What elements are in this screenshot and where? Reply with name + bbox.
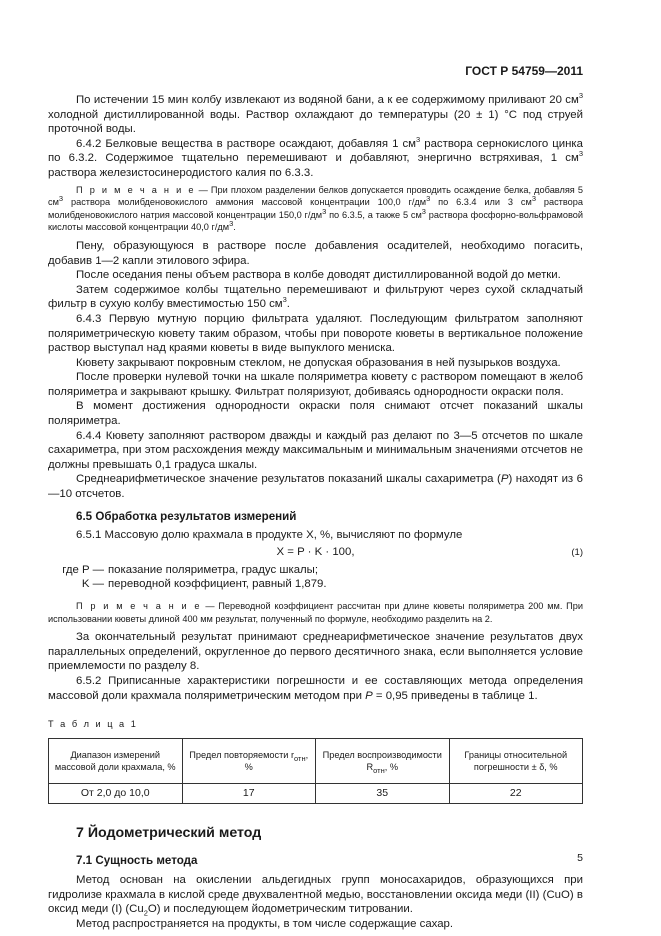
paragraph: Затем содержимое колбы тщательно перемешивают и фильтруют через сухой складчатый фильтр в сухую колбу вместимостью 150 $см^3$. bbox=[48, 283, 583, 311]
table-cell: 22 bbox=[449, 783, 583, 803]
definitions bbox=[48, 563, 583, 592]
formula-number: (1) bbox=[571, 546, 583, 558]
paragraph: Пену, образующуюся в растворе после добавления осадителей, необходимо погасить, добавив 1—2 капли этилового эфира. bbox=[48, 239, 583, 267]
paragraph: Кювету закрывают покровным стеклом, не допуская образования в ней пузырьков воздуха. bbox=[76, 356, 561, 369]
definition-text: переводной коэффициент, равный 1,879. bbox=[108, 578, 327, 591]
document-page bbox=[48, 0, 583, 936]
note: П р и м е ч а н и е — При плохом разделении белков допускается проводить осаждение белка, добавляя 5 $см^3$ раствора молибденовокислого аммония массовой концентрации 100,0 $г/дм^3$ по 6.3.4 или 3 $см^3$ раствора молибденовокислого натрия массовой концентрации 150,0 $г/дм^3$ по 6.3.5, а также 5 $см^3$ раствора фосфорно-вольфрамовой кислоты массовой концентрации 40,0 $г/дм^3$. bbox=[48, 184, 584, 233]
paragraph: Метод основан на окислении альдегидных групп моносахаридов, образующихся при гидролизе крахмала в кислой среде двухвалентной медью, восстановлении оксида меди (II) (CuO) в оксид меди (I) $(Cu_2O)$ и последующем йодометрическим титровании. bbox=[48, 873, 583, 918]
note: П р и м е ч а н и е — Переводной коэффициент рассчитан при длине кюветы поляриметра 200 мм. При использовании кюветы длиной 400 мм результат, полученный по формуле, необходимо разделить на 2. bbox=[48, 601, 584, 624]
document-body bbox=[48, 93, 583, 931]
paragraph: После проверки нулевой точки на шкале поляриметра кювету с раствором помещают в желоб поляриметра и закрывают крышку. Фильтрат поляризуют, добиваясь однородности окраски поля. bbox=[48, 371, 583, 398]
paragraph: Среднеарифметическое значение результатов показаний шкалы сахариметра (P) находят из 6—10 отсчетов. bbox=[48, 473, 583, 501]
document-header: ГОСТ Р 54759—2011 bbox=[465, 64, 583, 78]
definition-symbol: где P — bbox=[62, 563, 104, 576]
table-cell: 35 bbox=[316, 783, 450, 803]
table-caption: Т а б л и ц а 1 bbox=[48, 719, 138, 730]
table-header-cell: Диапазон измерений массовой доли крахмала, % bbox=[49, 738, 183, 783]
section-heading: 7.1 Сущность метода bbox=[76, 854, 198, 868]
formula bbox=[48, 545, 583, 561]
paragraph: Метод распространяется на продукты, в том числе содержащие сахар. bbox=[76, 917, 454, 930]
paragraph: За окончательный результат принимают среднеарифметическое значение результатов двух параллельных определений, округленное до первого десятичного знака, если выполняется условие приемлемости по разделу 8. bbox=[48, 631, 583, 673]
paragraph: 6.5.2 Приписанные характеристики погрешности и ее составляющих метода определения массовой доли крахмала поляриметрическим методом при P = 0,95 приведены в таблице 1. bbox=[48, 674, 583, 702]
section-heading: 6.5 Обработка результатов измерений bbox=[76, 509, 297, 523]
definition-symbol: K — bbox=[81, 578, 104, 591]
paragraph: По истечении 15 мин колбу извлекают из водяной бани, а к ее содержимому приливают 20 $см^3$ холодной дистиллированной воды. Раствор охлаждают до температуры (20 ± 1) °С под струей проточной воды. bbox=[48, 91, 583, 136]
table-row bbox=[49, 783, 583, 803]
chapter-heading: 7 Йодометрический метод bbox=[76, 824, 262, 841]
formula-expression: X = P · K · 100, bbox=[276, 545, 355, 558]
paragraph: 6.4.3 Первую мутную порцию фильтрата удаляют. Последующим фильтратом заполняют поляриметрическую кювету таким образом, чтобы при повороте кюветы в вертикальное положение раствор выступал над краями кюветы в виде выпуклого мениска. bbox=[48, 312, 583, 355]
table-cell: От 2,0 до 10,0 bbox=[49, 783, 183, 803]
data-table bbox=[48, 738, 583, 804]
paragraph: 6.4.4 Кювету заполняют раствором дважды и каждый раз делают по 3—5 отсчетов по шкале сахариметра, при этом расхождения между максимальным и минимальным значениями отсчетов не должны превышать 0,1 градуса шкалы. bbox=[48, 429, 583, 471]
page-number: 5 bbox=[577, 852, 583, 864]
paragraph: После оседания пены объем раствора в колбе доводят дистиллированной водой до метки. bbox=[76, 269, 561, 282]
definition-text: показание поляриметра, градус шкалы; bbox=[108, 563, 319, 576]
paragraph: 6.5.1 Массовую долю крахмала в продукте Х, %, вычисляют по формуле bbox=[76, 529, 463, 542]
paragraph: В момент достижения однородности окраски поля снимают отсчет показаний шкалы поляриметра. bbox=[48, 400, 583, 428]
table-header-cell: Предел воспроизводимости $R_{отн}$, % bbox=[316, 738, 450, 783]
table-header-cell: Границы относительной погрешности ± δ, % bbox=[449, 738, 583, 783]
paragraph: 6.4.2 Белковые вещества в растворе осаждают, добавляя 1 $см^3$ раствора сернокислого цинка по 6.3.2. Содержимое тщательно перемешивают и добавляют, энергично встряхивая, 1 $см^3$ раствора железистосинеродистого калия по 6.3.3. bbox=[48, 134, 583, 179]
table-header-cell: Предел повторяемости $r_{отн}$, % bbox=[182, 738, 316, 783]
table-cell: 17 bbox=[182, 783, 316, 803]
table-header-row bbox=[49, 738, 583, 783]
